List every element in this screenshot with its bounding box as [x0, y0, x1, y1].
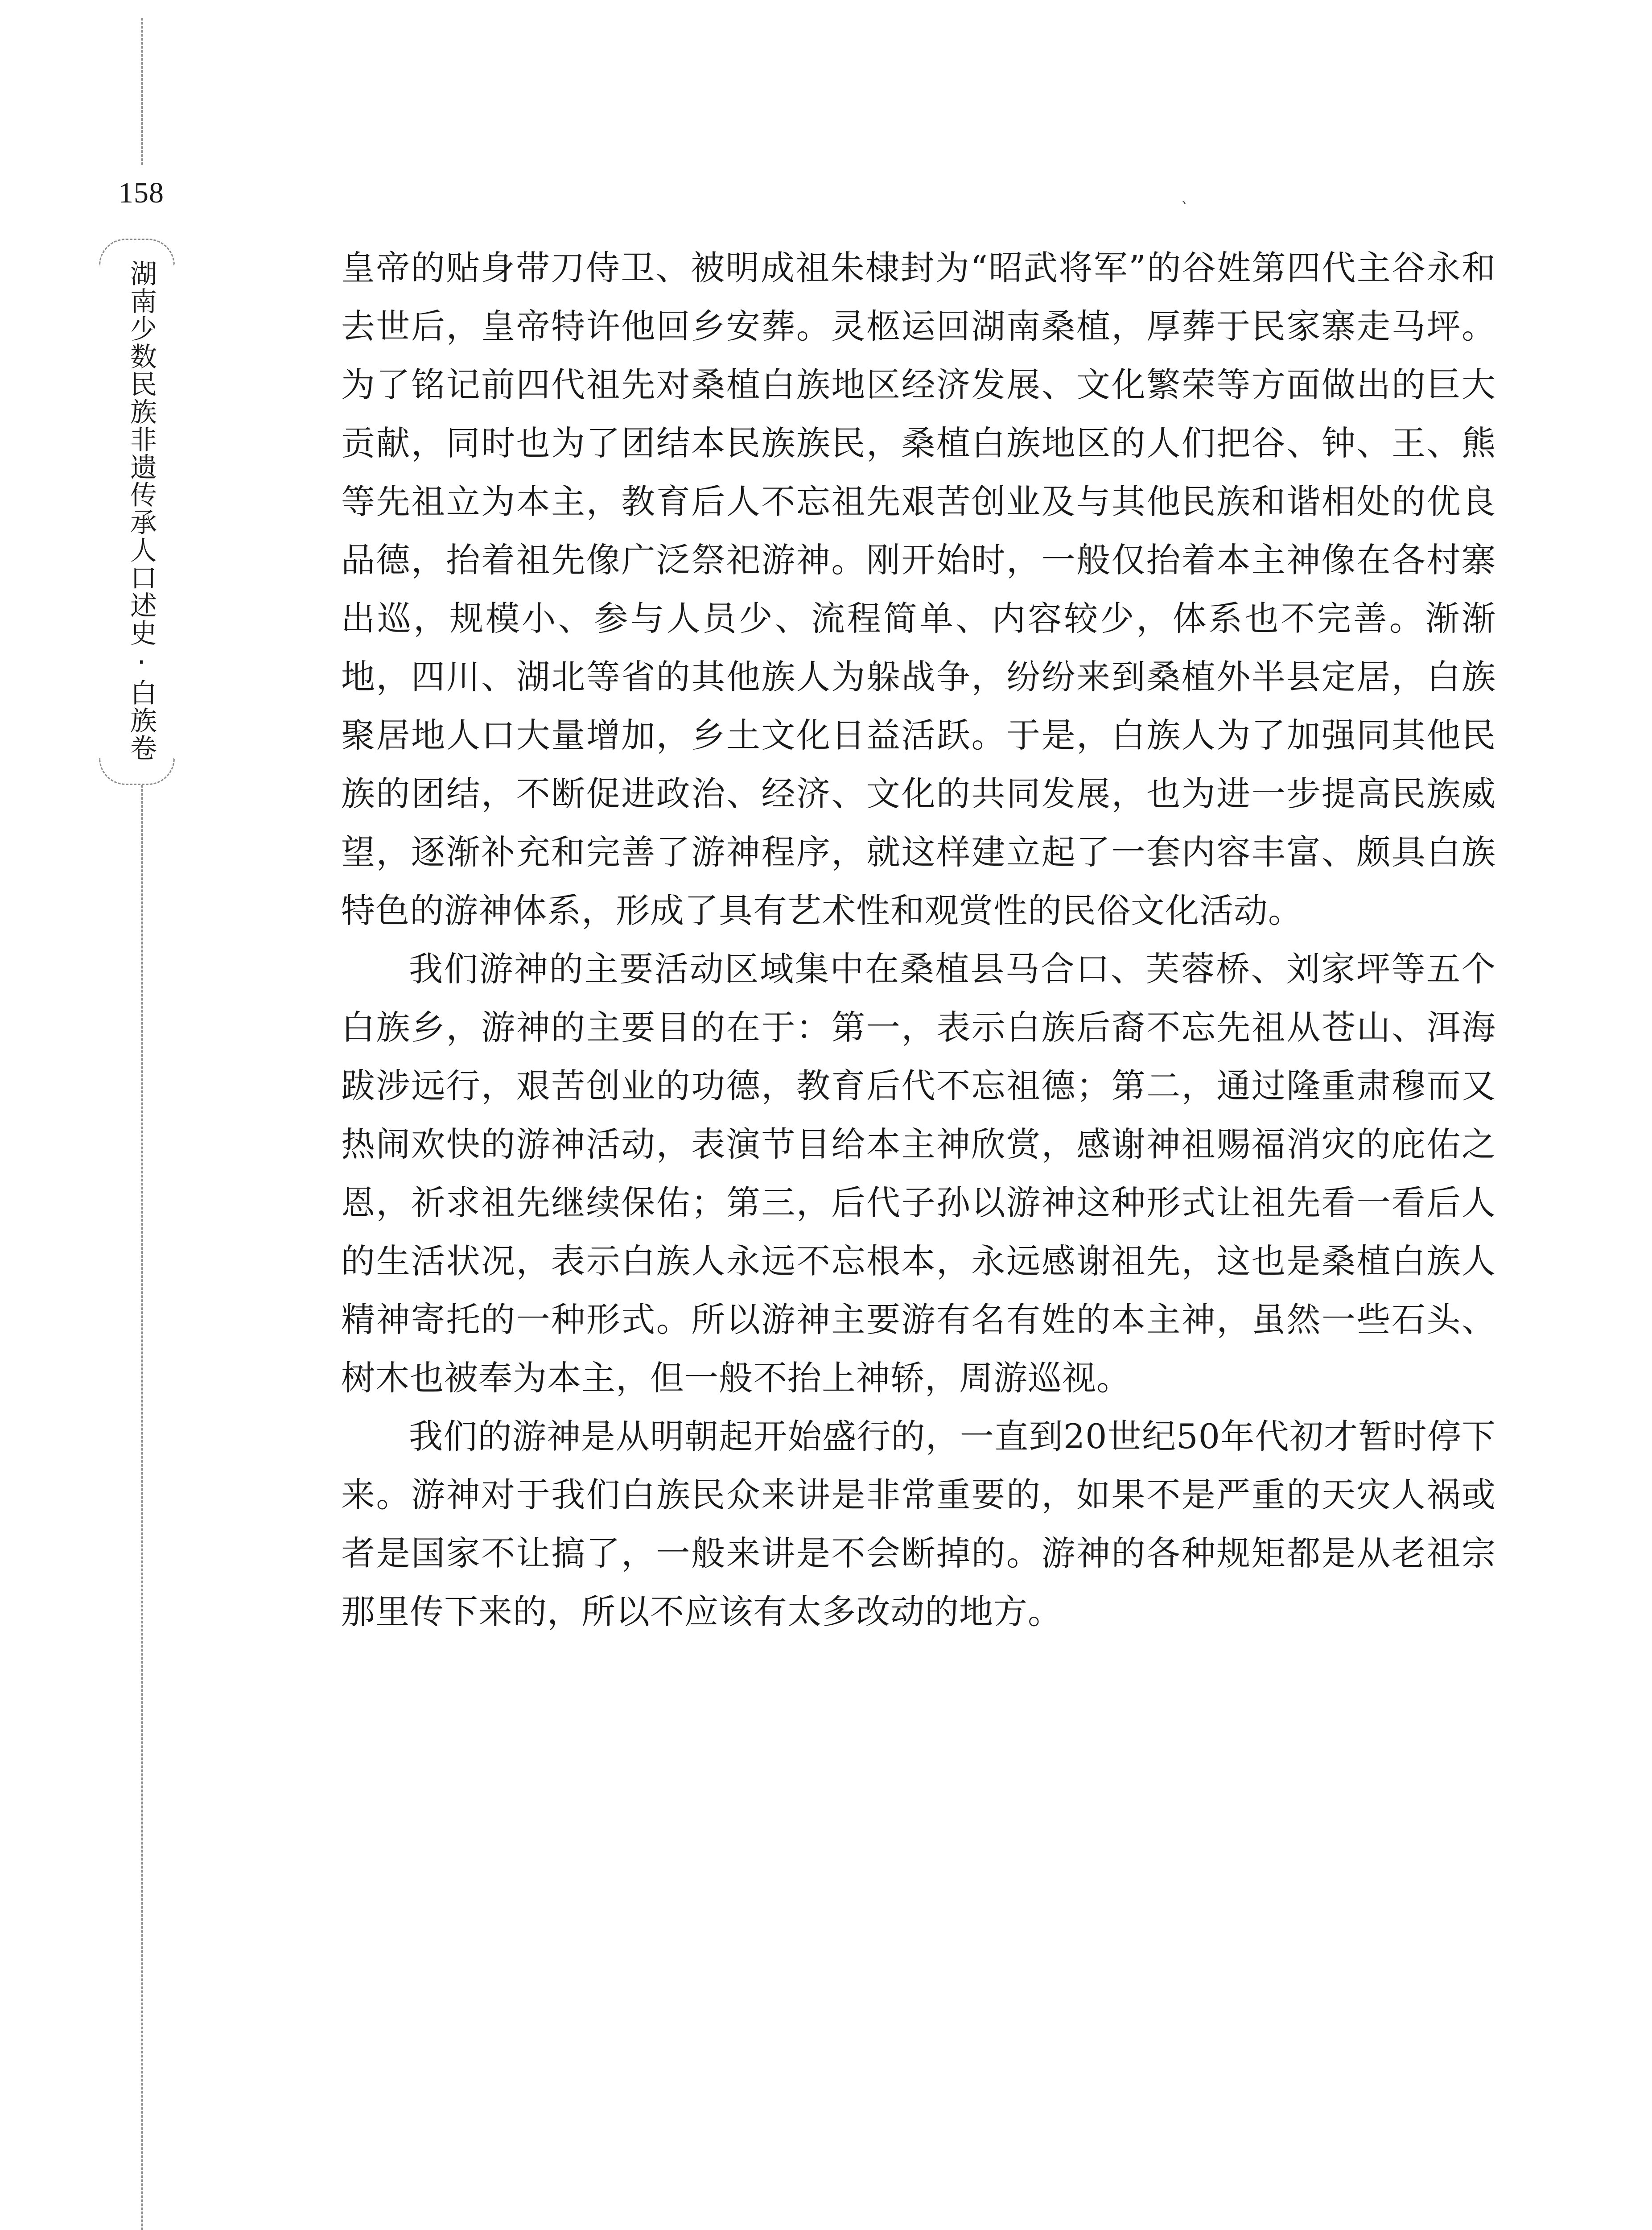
page-number: 158 [119, 177, 164, 209]
margin-rule-top [141, 18, 143, 165]
paragraph-3: 我们的游神是从明朝起开始盛行的，一直到20世纪50年代初才暂时停下来。游神对于我们白族民众来讲是非常重要的，如果不是严重的天灾人祸或者是国家不让搞了，一般来讲是不会断掉的。游神的各种规矩都是从老祖宗那里传下来的，所以不应该有太多改动的地方。 [341, 1416, 1496, 1631]
stray-mark: 、 [1182, 191, 1195, 206]
paragraph-1: 皇帝的贴身带刀侍卫、被明成祖朱棣封为“昭武将军”的谷姓第四代主谷永和去世后，皇帝特许他回乡安葬。灵柩运回湖南桑植，厚葬于民家寨走马坪。为了铭记前四代祖先对桑植白族地区经济发展、文化繁荣等方面做出的巨大贡献，同时也为了团结本民族族民，桑植白族地区的人们把谷、钟、王、熊等先祖立为本主，教育后人不忘祖先艰苦创业及与其他民族和谐相处的优良品德，抬着祖先像广泛祭祀游神。刚开始时，一般仅抬着本主神像在各村寨出巡，规模小、参与人员少、流程简单、内容较少，体系也不完善。渐渐地，四川、湖北等省的其他族人为躲战争，纷纷来到桑植外半县定居，白族聚居地人口大量增加，乡土文化日益活跃。于是，白族人为了加强同其他民族的团结，不断促进政治、经济、文化的共同发展，也为进一步提高民族威望，逐渐补充和完善了游神程序，就这样建立起了一套内容丰富、颇具白族特色的游神体系，形成了具有艺术性和观赏性的民俗文化活动。 [341, 248, 1496, 930]
body-text [341, 239, 1496, 1641]
running-title: 湖南少数民族非遗传承人口述史·白族卷 [126, 260, 157, 762]
side-title-bracket-bottom [99, 758, 175, 785]
paragraph-2: 我们游神的主要活动区域集中在桑植县马合口、芙蓉桥、刘家坪等五个白族乡，游神的主要目的在于：第一，表示白族后裔不忘先祖从苍山、洱海跋涉远行，艰苦创业的功德，教育后代不忘祖德；第二，通过隆重肃穆而又热闹欢快的游神活动，表演节目给本主神欣赏，感谢神祖赐福消灾的庇佑之恩，祈求祖先继续保佑；第三，后代子孙以游神这种形式让祖先看一看后人的生活状况，表示白族人永远不忘根本，永远感谢祖先，这也是桑植白族人精神寄托的一种形式。所以游神主要游有名有姓的本主神，虽然一些石头、树木也被奉为本主，但一般不抬上神轿，周游巡视。 [341, 949, 1496, 1398]
margin-rule-bottom [141, 785, 143, 2230]
